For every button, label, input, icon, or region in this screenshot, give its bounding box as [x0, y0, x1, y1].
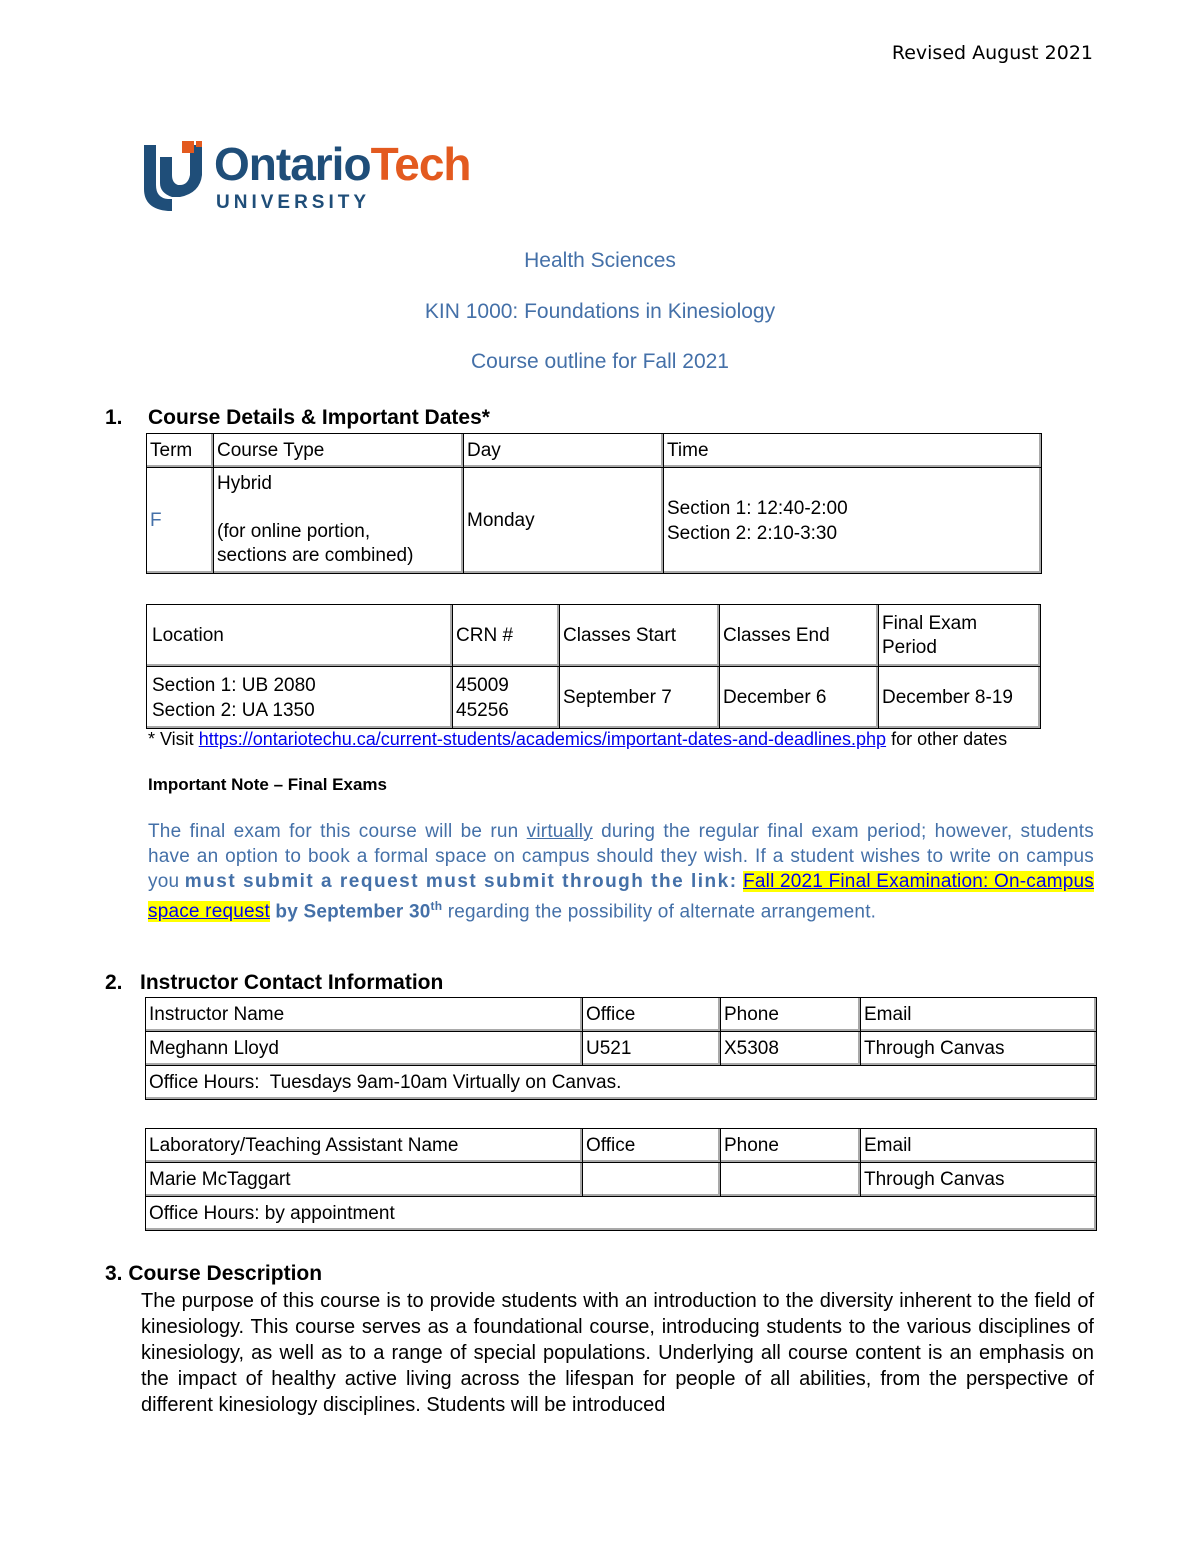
header-location: Location: [147, 605, 453, 667]
ta-office-hours: Office Hours: by appointment: [146, 1197, 1097, 1231]
header-instructor-name: Instructor Name: [146, 998, 583, 1032]
important-dates-link[interactable]: https://ontariotechu.ca/current-students/academics/important-dates-and-deadlines.php: [198, 729, 887, 749]
visit-prefix: * Visit: [148, 729, 199, 749]
faculty-title: Health Sciences: [524, 249, 676, 272]
header-phone: Phone: [721, 998, 861, 1032]
exam-space-request-link[interactable]: Fall 2021 Final Examination: On-campus space request: [148, 871, 1095, 923]
instructor-name: Meghann Lloyd: [146, 1032, 583, 1066]
crn-line: 45009: [456, 674, 509, 696]
course-type-line: sections are combined): [217, 545, 414, 566]
instructor-table: [145, 997, 1097, 1100]
note-sup: th: [430, 899, 443, 913]
visit-suffix: for other dates: [886, 729, 1008, 749]
header-email: Email: [861, 998, 1097, 1032]
header-day: Day: [464, 434, 664, 468]
section-3-title: 3. Course Description: [105, 1262, 323, 1285]
section-1-title: Course Details & Important Dates*: [148, 406, 490, 429]
logo-university: UNIVERSITY: [216, 192, 371, 213]
note-text: during the regular final exam period; however, students have an option to book a formal space on campus should they wish. If a student wishes to write on campus you: [148, 821, 1094, 892]
note-virtually: virtually: [526, 821, 593, 842]
revised-date: Revised August 2021: [891, 42, 1093, 64]
course-details-table: [146, 433, 1042, 574]
classes-start-value: September 7: [560, 667, 720, 729]
header-classes-end: Classes End: [720, 605, 879, 667]
header-final-exam: [879, 605, 1041, 667]
instructor-email: Through Canvas: [861, 1032, 1097, 1066]
logo-mark-icon: [138, 137, 218, 217]
header-final-exam-line: Final Exam: [882, 612, 978, 634]
header-time: Time: [664, 434, 1042, 468]
header-ta-name: Laboratory/Teaching Assistant Name: [146, 1129, 583, 1163]
ta-phone: [721, 1163, 861, 1197]
instructor-office-hours: Office Hours: Tuesdays 9am-10am Virtually on Canvas.: [146, 1066, 1097, 1100]
location-line: Section 2: UA 1350: [152, 699, 315, 721]
course-description: The purpose of this course is to provide students with an introduction to the diversity inherent to the field of kinesiology. This course serves as a foundational course, introducing students to the various disciplines of kinesiology, as well as to a range of special populations. Underlying all course content is an emphasis on the impact of healthy active living across the lifespan for people of all abilities, from the perspective of different kinesiology disciplines. Students will be introduced: [141, 1290, 1094, 1416]
header-email: Email: [861, 1129, 1097, 1163]
section-1-number: 1.: [105, 406, 123, 429]
time-value: [664, 468, 1042, 574]
section-2-number: 2.: [105, 971, 123, 994]
final-exam-note: [148, 819, 1094, 924]
header-course-type: Course Type: [214, 434, 464, 468]
crn-value: [453, 667, 560, 729]
ta-email: Through Canvas: [861, 1163, 1097, 1197]
visit-note: [148, 729, 1007, 750]
note-text: The final exam for this course will be run: [148, 821, 527, 842]
header-final-exam-line: Period: [882, 636, 937, 658]
ta-office: [583, 1163, 721, 1197]
important-note-title: Important Note – Final Exams: [148, 775, 387, 794]
note-bold: must submit a request must submit through the link:: [184, 871, 738, 892]
time-line: Section 1: 12:40-2:00: [667, 497, 848, 519]
header-phone: Phone: [721, 1129, 861, 1163]
final-exam-value: December 8-19: [879, 667, 1041, 729]
day-value: Monday: [464, 468, 664, 574]
course-type-line: Hybrid: [217, 473, 272, 494]
course-type-line: (for online portion,: [217, 521, 371, 542]
location-value: [147, 667, 453, 729]
note-deadline: by September 30: [269, 901, 431, 923]
course-title: KIN 1000: Foundations in Kinesiology: [424, 300, 776, 323]
header-office: Office: [583, 1129, 721, 1163]
location-line: Section 1: UB 2080: [152, 674, 316, 696]
header-classes-start: Classes Start: [560, 605, 720, 667]
course-type-value: [214, 468, 464, 574]
outline-title: Course outline for Fall 2021: [471, 350, 729, 373]
term-value: F: [147, 468, 214, 574]
ta-name: Marie McTaggart: [146, 1163, 583, 1197]
ta-table: [145, 1128, 1097, 1231]
logo-wordmark: OntarioTech: [214, 138, 471, 190]
instructor-phone: X5308: [721, 1032, 861, 1066]
classes-end-value: December 6: [720, 667, 879, 729]
header-term: Term: [147, 434, 214, 468]
crn-line: 45256: [456, 699, 509, 721]
note-text: regarding the possibility of alternate arrangement.: [442, 901, 877, 923]
time-line: Section 2: 2:10-3:30: [667, 522, 838, 544]
header-crn: CRN #: [453, 605, 560, 667]
ontariotech-logo: [138, 137, 478, 217]
section-2-title: Instructor Contact Information: [140, 971, 444, 994]
location-table: [146, 604, 1041, 729]
instructor-office: U521: [583, 1032, 721, 1066]
header-office: Office: [583, 998, 721, 1032]
